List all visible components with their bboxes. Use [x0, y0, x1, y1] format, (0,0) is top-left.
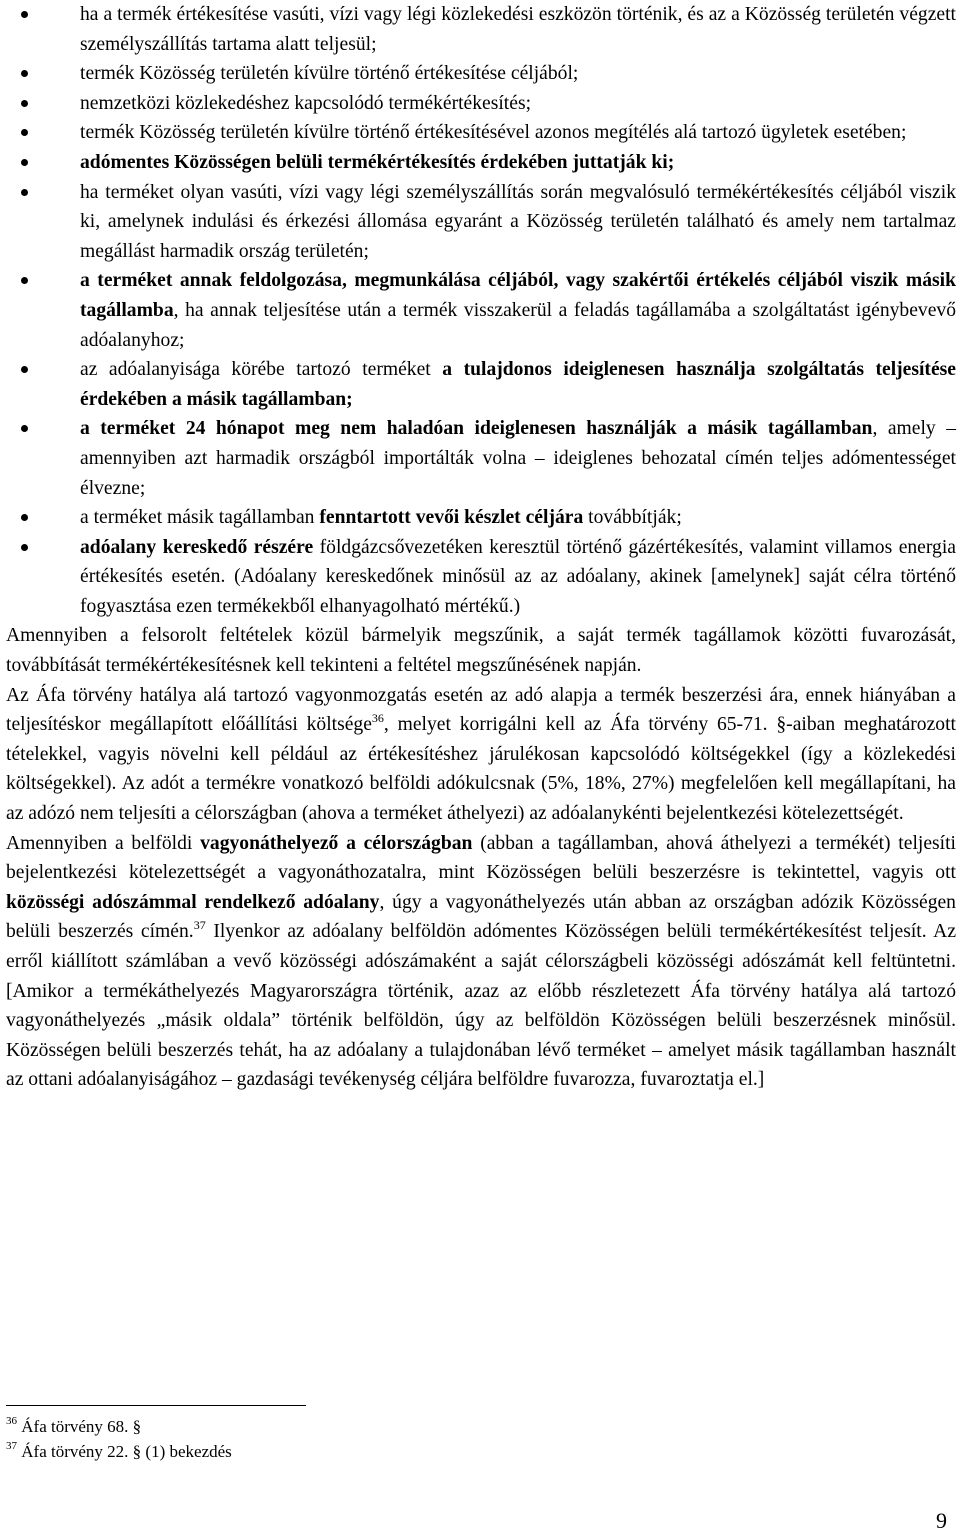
bold-text: a terméket annak feldolgozása, megmunkálása céljából, vagy szakértői értékelés céljából viszik másik tagállamba	[80, 270, 956, 321]
footnote-separator	[6, 1405, 306, 1406]
bullet-item	[6, 414, 956, 503]
bold-text: a tulajdonos ideiglenesen használja szolgáltatás teljesítése érdekében a másik tagállamban;	[80, 359, 956, 410]
bullet-dot-icon	[21, 514, 28, 521]
text-run: Amennyiben a felsorolt feltételek közül bármelyik megszűnik, a saját termék tagállamok közötti fuvarozását, továbbítását termékértékesítésnek kell tekinteni a feltétel megszűnésének napján.	[6, 625, 956, 677]
body-paragraph	[6, 621, 956, 680]
bullet-item	[6, 355, 956, 414]
bullet-item	[6, 148, 956, 178]
footnote-number: 36	[6, 1415, 17, 1428]
text-run: , melyet korrigálni kell az Áfa törvény 65-71. §-aiban meghatározott tételekkel, vagyis növelni kell például az értékesítéshez járulékosan kapcsolódó költségekkel (így a közlekedési költségekkel). Az adót a termékre vonatkozó belföldi adókulcsnak (5%, 18%, 27%) megfelelően kell megállapítani, ha az adózó nem teljesíti a célországban (ahova a terméket áthelyezi) az adóalanykénti bejelentkezési kötelezettségét.	[6, 714, 956, 825]
text-run: Ilyenkor az adóalany belföldön adómentes Közösségen belüli termékértékesítést teljesít. Az erről kiállított számlában a vevő közösségi adószámaként a saját célországbeli közösségi adószámát kell feltüntetni. [Amikor a termékáthelyezés Magyarországra történik, azaz az előbb részletezett Áfa törvény hatálya alá tartozó vagyonáthelyezés „másik oldala” történik belföldön, úgy az belföldön Közösségen belüli beszerzésnek minősül. Közösségen belüli beszerzés tehát, ha az adóalany a tulajdonában lévő terméket – amelyet másik tagállamban használt az ottani adóalanyiságához – gazdasági tevékenység céljára belföldre fuvarozza, fuvaroztatja el.]	[6, 921, 957, 1091]
text-run: földgázcsővezetéken keresztül történő gázértékesítés, valamint villamos energia értékesítés esetén. (Adóalany kereskedőnek minősül az az adóalany, akinek [amelynek] saját célra történő fogyasztása ezen termékekből elhanyagolható mértékű.)	[80, 536, 956, 617]
text-run: termék Közösség területén kívülre történő értékesítése céljából;	[80, 63, 579, 85]
bold-text: adómentes Közösségen belüli termékértékesítés érdekében juttatják ki;	[80, 151, 675, 173]
text-run: ha terméket olyan vasúti, vízi vagy légi személyszállítás során megvalósuló termékértékesítés céljából viszik ki, amelynek indulási és érkezési állomása egyaránt a Közösség területén található és amely nem tartalmaz megállást harmadik ország területén;	[80, 181, 956, 262]
bold-text: fenntartott vevői készlet céljára	[319, 507, 584, 529]
text-run: a terméket másik tagállamban	[80, 507, 320, 529]
footnote-37	[6, 1439, 706, 1464]
body-paragraph	[6, 681, 956, 829]
bullet-dot-icon	[21, 11, 28, 18]
bullet-dot-icon	[21, 70, 28, 77]
bullet-dot-icon	[21, 544, 28, 551]
bullet-item	[6, 118, 956, 148]
bold-text: adóalany kereskedő részére	[80, 536, 314, 558]
bullet-dot-icon	[21, 189, 28, 196]
bullet-item	[6, 0, 956, 59]
text-run: ha a termék értékesítése vasúti, vízi vagy légi közlekedési eszközön történik, és az a Közösség területén végzett személyszállítás tartama alatt teljesül;	[80, 4, 956, 55]
text-run: az adóalanyisága körébe tartozó terméket	[80, 359, 443, 381]
footnote-text: Áfa törvény 68. §	[21, 1417, 142, 1436]
bullet-item	[6, 533, 956, 622]
text-run: Az Áfa törvény hatálya alá tartozó vagyonmozgatás esetén az adó alapja a termék beszerzési ára, ennek hiányában a teljesítéskor megállapított előállítási költsége	[6, 684, 956, 736]
footnotes	[6, 1414, 706, 1464]
text-run: , ha annak teljesítése után a termék visszakerül a feladás tagállamába a szolgáltatást igénybevevő adóalanyhoz;	[80, 299, 956, 351]
text-run: , úgy a vagyonáthelyezés után abban az országban adózik Közösségen belüli beszerzés címén.	[6, 891, 956, 943]
bullet-dot-icon	[21, 129, 28, 136]
text-run: nemzetközi közlekedéshez kapcsolódó termékértékesítés;	[80, 92, 532, 114]
bold-text: közösségi adószámmal rendelkező adóalany	[6, 891, 380, 913]
text-run: (abban a tagállamban, ahová áthelyezi a termékét) teljesíti bejelentkezési kötelezettségét a vagyonáthozatalra, mint Közösségen belüli beszerzésre is tekintettel, vagyis ott	[6, 832, 956, 884]
footnote-reference: 36	[371, 710, 384, 725]
body-paragraphs	[6, 621, 956, 1095]
bullet-item	[6, 178, 956, 267]
page-number: 9	[936, 1508, 947, 1533]
footnote-text: Áfa törvény 22. § (1) bekezdés	[21, 1442, 232, 1461]
bullet-dot-icon	[21, 277, 28, 284]
bullet-dot-icon	[21, 159, 28, 166]
footnote-36	[6, 1414, 706, 1439]
bullet-item	[6, 89, 956, 119]
text-run: , amely – amennyiben azt harmadik országból importálták volna – ideiglenes behozatal címén teljes adómentességet élvezne;	[80, 418, 956, 499]
condition-bullet-list	[6, 0, 956, 621]
bold-text: a terméket 24 hónapot meg nem haladóan ideiglenesen használják a másik tagállamban	[80, 418, 873, 440]
footnote-reference: 37	[193, 917, 206, 932]
text-run: termék Közösség területén kívülre történő értékesítésével azonos megítélés alá tartozó ügyletek esetében;	[80, 122, 907, 144]
body-paragraph	[6, 829, 956, 1095]
text-run: Amennyiben a belföldi	[6, 832, 201, 854]
footnote-number: 37	[6, 1440, 17, 1453]
bullet-dot-icon	[21, 100, 28, 107]
text-run: továbbítják;	[583, 507, 682, 529]
bullet-item	[6, 59, 956, 89]
bullet-dot-icon	[21, 366, 28, 373]
bullet-item	[6, 503, 956, 533]
bullet-dot-icon	[21, 425, 28, 432]
bold-text: vagyonáthelyező a célországban	[200, 832, 473, 854]
bullet-item	[6, 266, 956, 355]
body-content	[6, 0, 956, 1095]
